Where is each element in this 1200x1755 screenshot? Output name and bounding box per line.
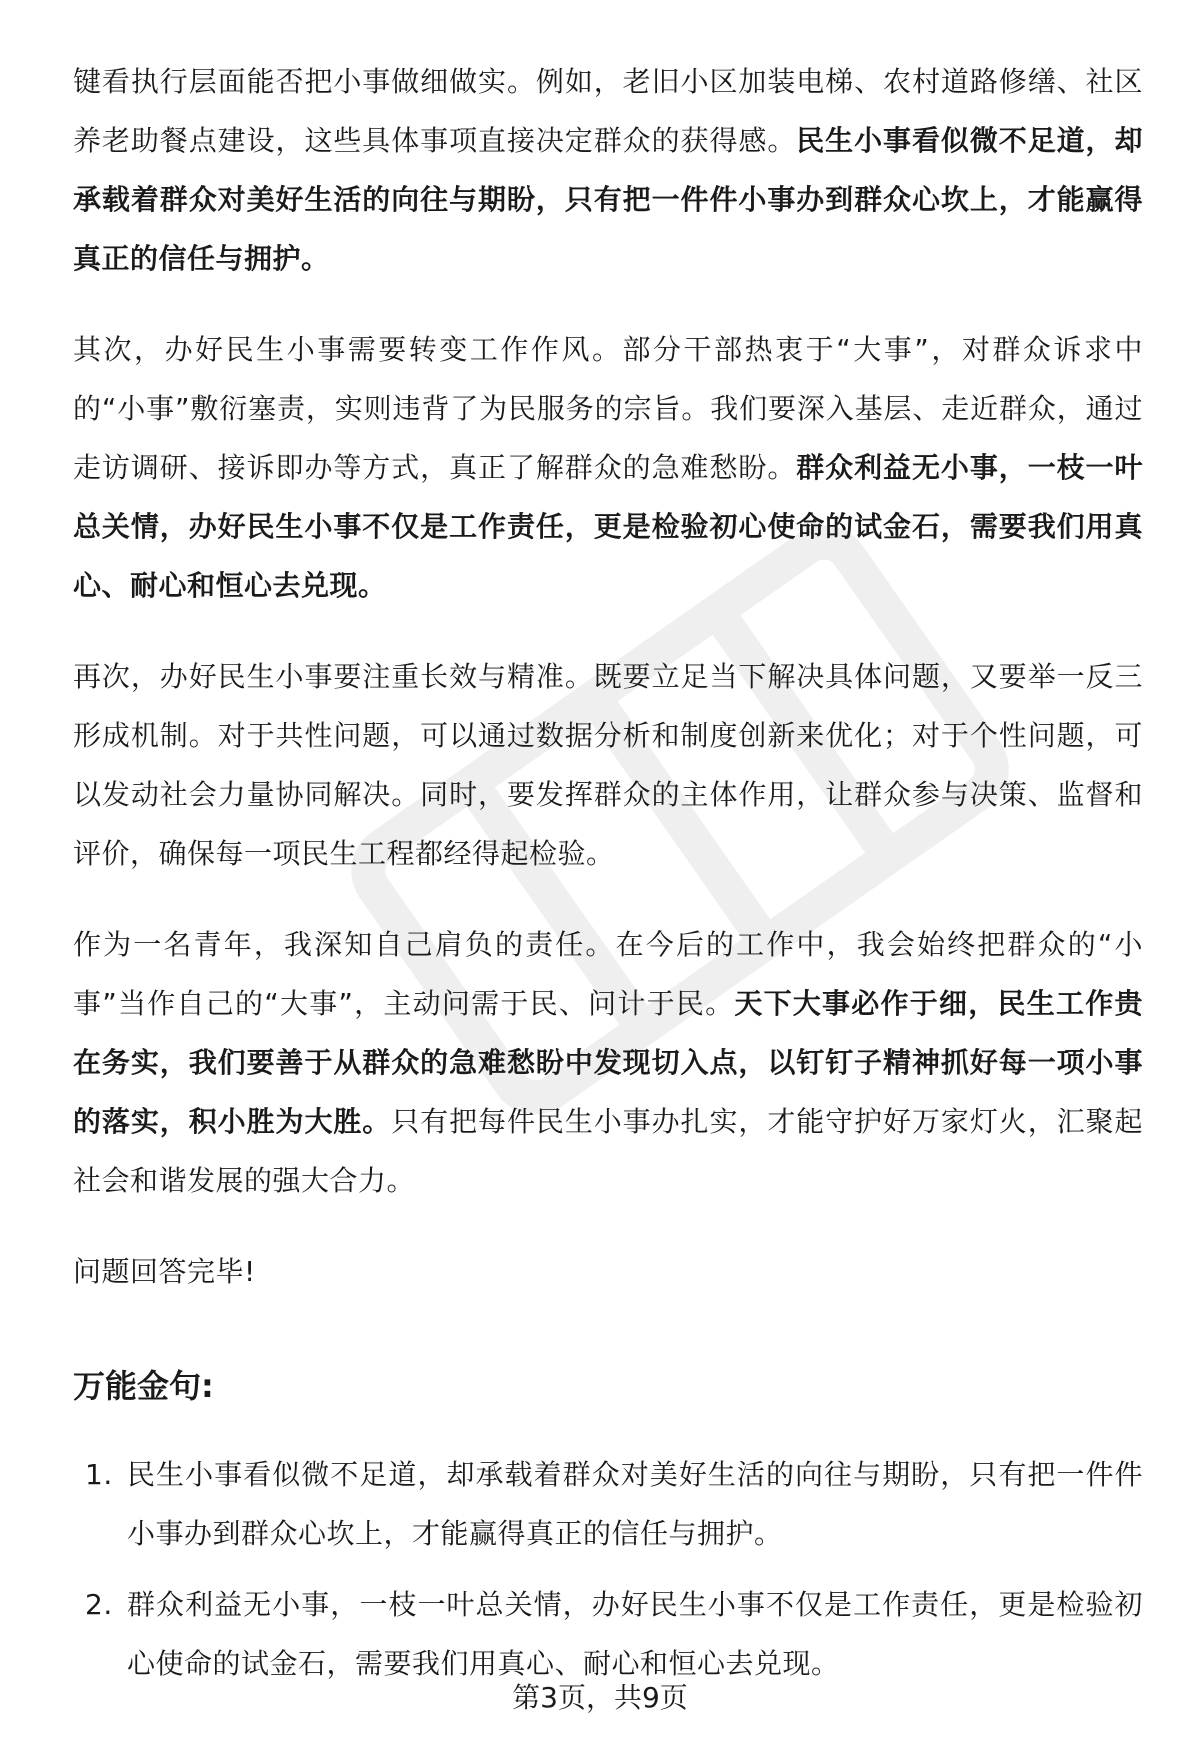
paragraph-3-text: 再次，办好民生小事要注重长效与精准。既要立足当下解决具体问题，又要举一反三形成机制。对于共性问题，可以通过数据分析和制度创新来优化；对于个性问题，可以发动社会力量协同解决。同时，要发挥群众的主体作用，让群众参与决策、监督和评价，确保每一项民生工程都经得起检验。 xyxy=(73,660,1143,870)
golden-quote-number: 1. xyxy=(85,1458,113,1491)
paragraph-2-text: 其次，办好民生小事需要转变工作作风。部分干部热衷于“大事”，对群众诉求中的“小事”敷衍塞责，实则违背了为民服务的宗旨。我们要深入基层、走近群众，通过走访调研、接诉即办等方式，真正了解群众的急难愁盼。 xyxy=(73,333,1143,484)
paragraph-2-bold: 群众利益无小事，一枝一叶总关情，办好民生小事不仅是工作责任，更是检验初心使命的试金石，需要我们用真心、耐心和恒心去兑现。 xyxy=(73,451,1143,602)
paragraph-1-text: 键看执行层面能否把小事做细做实。例如，老旧小区加装电梯、农村道路修缮、社区养老助餐点建设，这些具体事项直接决定群众的获得感。 xyxy=(73,65,1143,157)
page-number-footer: 第3页，共9页 xyxy=(512,1681,688,1714)
golden-quotes-heading: 万能金句: xyxy=(73,1367,214,1405)
paragraph-1 xyxy=(73,52,1143,288)
paragraph-1-bold: 民生小事看似微不足道，却承载着群众对美好生活的向往与期盼，只有把一件件小事办到群众心坎上，才能赢得真正的信任与拥护。 xyxy=(73,124,1143,275)
document-body xyxy=(73,52,1143,1705)
golden-quote-text: 民生小事看似微不足道，却承载着群众对美好生活的向往与期盼，只有把一件件小事办到群众心坎上，才能赢得真正的信任与拥护。 xyxy=(127,1458,1143,1550)
paragraph-4-text: 作为一名青年，我深知自己肩负的责任。在今后的工作中，我会始终把群众的“小事”当作自己的“大事”，主动问需于民、问计于民。 xyxy=(73,928,1143,1020)
golden-quote-number: 2. xyxy=(85,1588,113,1621)
golden-quote-item xyxy=(73,1445,1143,1563)
golden-quote-item xyxy=(73,1575,1143,1693)
golden-quotes-list xyxy=(73,1445,1143,1693)
paragraph-4-bold: 天下大事必作于细，民生工作贵在务实，我们要善于从群众的急难愁盼中发现切入点，以钉钉子精神抓好每一项小事的落实，积小胜为大胜。 xyxy=(73,987,1143,1138)
paragraph-2 xyxy=(73,320,1143,615)
paragraph-3 xyxy=(73,647,1143,883)
golden-quote-text: 群众利益无小事，一枝一叶总关情，办好民生小事不仅是工作责任，更是检验初心使命的试金石，需要我们用真心、耐心和恒心去兑现。 xyxy=(127,1588,1143,1680)
paragraph-4-tail: 只有把每件民生小事办扎实，才能守护好万家灯火，汇聚起社会和谐发展的强大合力。 xyxy=(73,1105,1143,1197)
closing-line: 问题回答完毕! xyxy=(73,1255,256,1288)
paragraph-4 xyxy=(73,915,1143,1210)
